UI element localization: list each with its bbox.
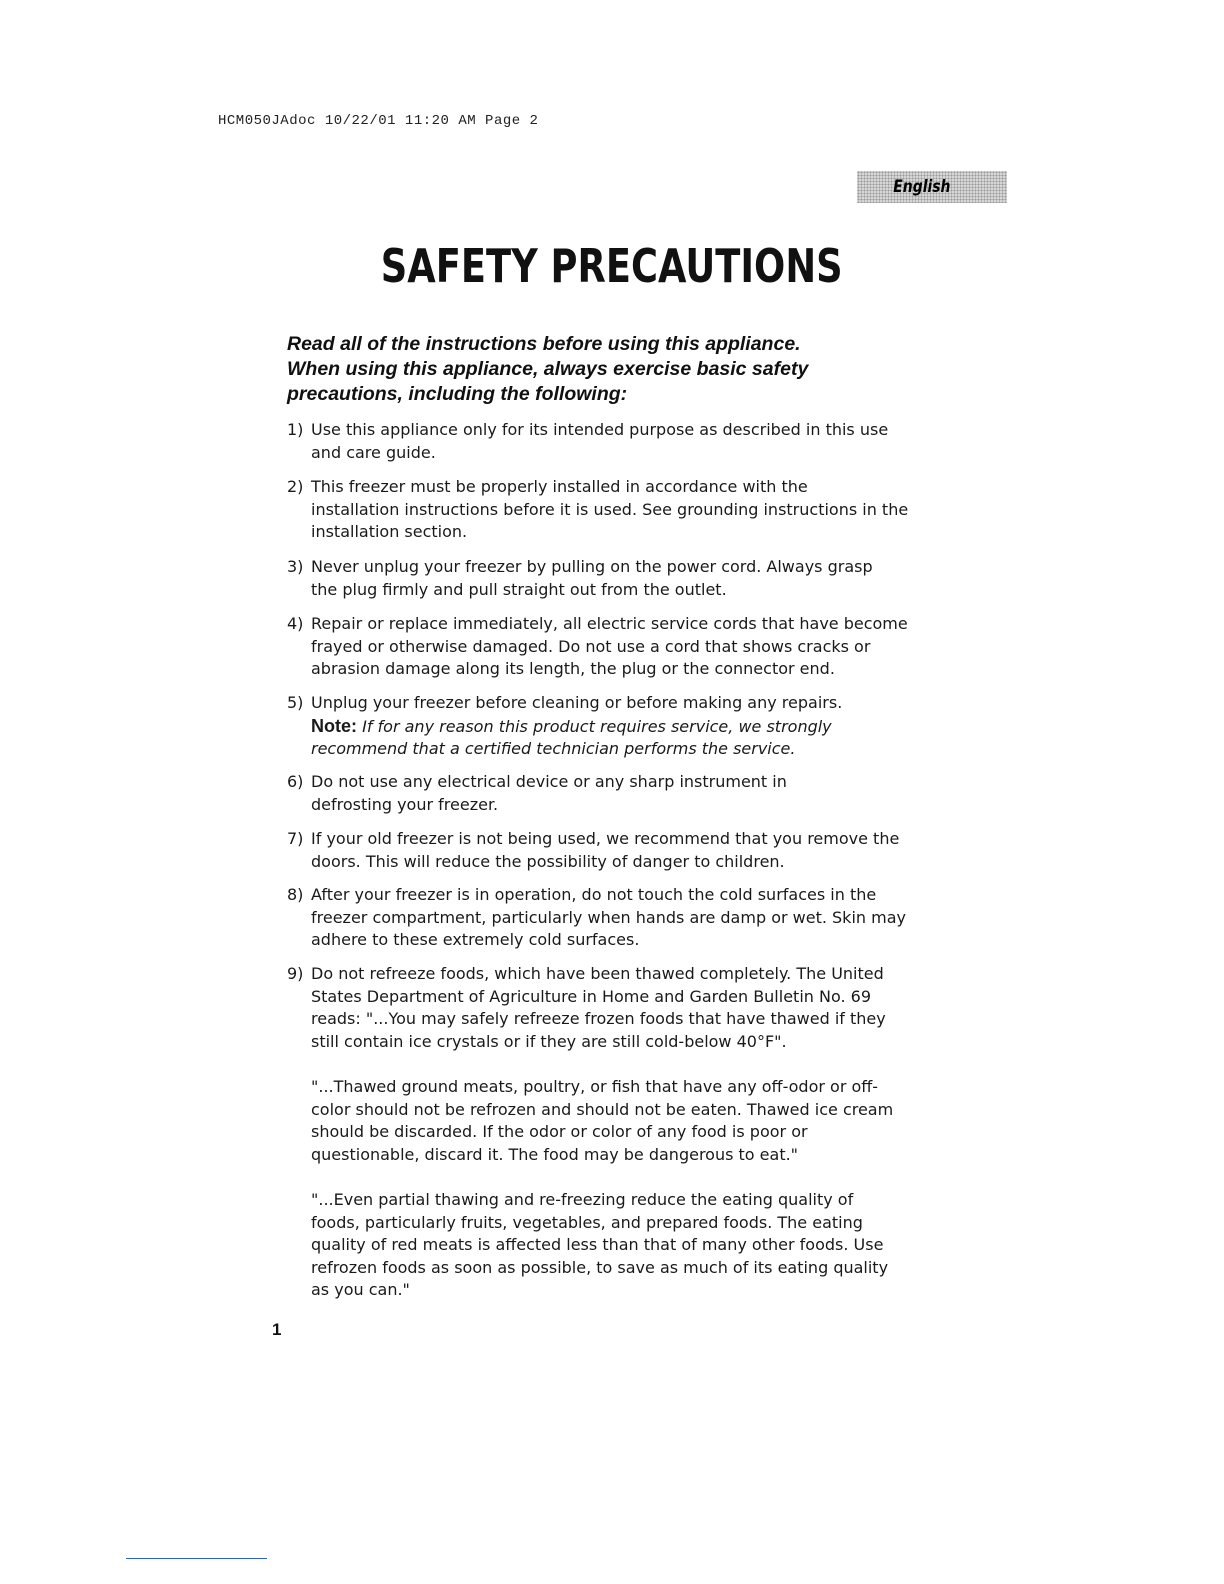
paragraph-line: "...Thawed ground meats, poultry, or fish that have any off-odor or off-: [311, 1077, 879, 1096]
paragraph-line: foods, particularly fruits, vegetables, and prepared foods. The eating: [311, 1212, 863, 1232]
page-title: SAFETY PRECAUTIONS: [381, 239, 843, 293]
paragraph-line: color should not be refrozen and should not be eaten. Thawed ice cream: [311, 1099, 894, 1119]
item-line: still contain ice crystals or if they are still cold-below 40°F".: [311, 1031, 787, 1051]
precaution-item-8: [287, 884, 906, 952]
item-line: the plug firmly and pull straight out from the outlet.: [311, 579, 727, 599]
item-line: Use this appliance only for its intended purpose as described in this use: [311, 420, 889, 439]
item-line: freezer compartment, particularly when hands are damp or wet. Skin may: [311, 907, 906, 927]
bottom-rule: [126, 1558, 267, 1559]
intro-instructions: [287, 332, 947, 407]
precaution-item-9: [287, 963, 886, 1053]
item-number: 9): [287, 964, 304, 983]
paragraph-line: "...Even partial thawing and re-freezing reduce the eating quality of: [311, 1190, 854, 1209]
precaution-item-7: [287, 828, 899, 873]
item-line: doors. This will reduce the possibility of danger to children.: [311, 851, 785, 871]
language-tab-label: English: [893, 177, 951, 197]
intro-line: When using this appliance, always exercise basic safety: [287, 358, 809, 380]
item-number: 6): [287, 772, 304, 791]
item-number: 2): [287, 477, 304, 496]
paragraph-line: questionable, discard it. The food may be dangerous to eat.": [311, 1144, 799, 1164]
precaution-item-4: [287, 613, 908, 681]
item-line: Never unplug your freezer by pulling on the power cord. Always grasp: [311, 557, 873, 576]
paragraph-line: quality of red meats is affected less than that of many other foods. Use: [311, 1235, 884, 1254]
item-number: 5): [287, 693, 304, 712]
item-line: After your freezer is in operation, do not touch the cold surfaces in the: [311, 885, 877, 904]
quote-paragraph-thawed-meats: [311, 1076, 893, 1166]
page-number: 1: [272, 1320, 282, 1339]
item-line: abrasion damage along its length, the plug or the connector end.: [311, 659, 835, 678]
item-number: 7): [287, 829, 304, 848]
precaution-item-5: [287, 692, 842, 761]
item-number: 3): [287, 557, 304, 576]
item-line: If your old freezer is not being used, we recommend that you remove the: [311, 829, 900, 848]
paragraph-line: should be discarded. If the odor or color of any food is poor or: [311, 1122, 808, 1141]
item-number: 1): [287, 420, 304, 439]
quote-paragraph-partial-thawing: [311, 1189, 888, 1302]
note: [311, 715, 842, 739]
item-line: and care guide.: [311, 442, 436, 462]
document-header: HCM050JAdoc 10/22/01 11:20 AM Page 2: [218, 113, 539, 129]
item-line: Do not refreeze foods, which have been thawed completely. The United: [311, 964, 884, 983]
item-line: installation instructions before it is used. See grounding instructions in the: [311, 499, 909, 519]
item-line: installation section.: [311, 522, 468, 541]
intro-line: precautions, including the following:: [287, 383, 628, 405]
item-line: This freezer must be properly installed in accordance with the: [311, 477, 808, 496]
paragraph-line: refrozen foods as soon as possible, to save as much of its eating quality: [311, 1257, 889, 1277]
item-line: Unplug your freezer before cleaning or before making any repairs.: [311, 693, 843, 712]
item-line: adhere to these extremely cold surfaces.: [311, 930, 640, 949]
precaution-item-6: [287, 771, 787, 816]
item-line: defrosting your freezer.: [311, 794, 499, 814]
intro-line: Read all of the instructions before using this appliance.: [287, 333, 801, 355]
paragraph-line: as you can.": [311, 1280, 410, 1299]
item-line: reads: "...You may safely refreeze frozen foods that have thawed if they: [311, 1009, 886, 1028]
item-line: frayed or otherwise damaged. Do not use a cord that shows cracks or: [311, 636, 871, 656]
precaution-item-2: [287, 476, 908, 544]
note-text: If for any reason this product requires service, we strongly: [362, 716, 832, 736]
precaution-item-1: [287, 419, 888, 464]
item-number: 8): [287, 885, 304, 904]
item-line: States Department of Agriculture in Home and Garden Bulletin No. 69: [311, 986, 871, 1006]
precaution-item-3: [287, 556, 873, 601]
note-text: recommend that a certified technician performs the service.: [311, 739, 796, 758]
item-line: Do not use any electrical device or any sharp instrument in: [311, 772, 787, 791]
note-label: Note:: [311, 715, 357, 736]
item-line: Repair or replace immediately, all electric service cords that have become: [311, 614, 908, 633]
item-number: 4): [287, 614, 304, 633]
language-tab: [857, 171, 1007, 203]
